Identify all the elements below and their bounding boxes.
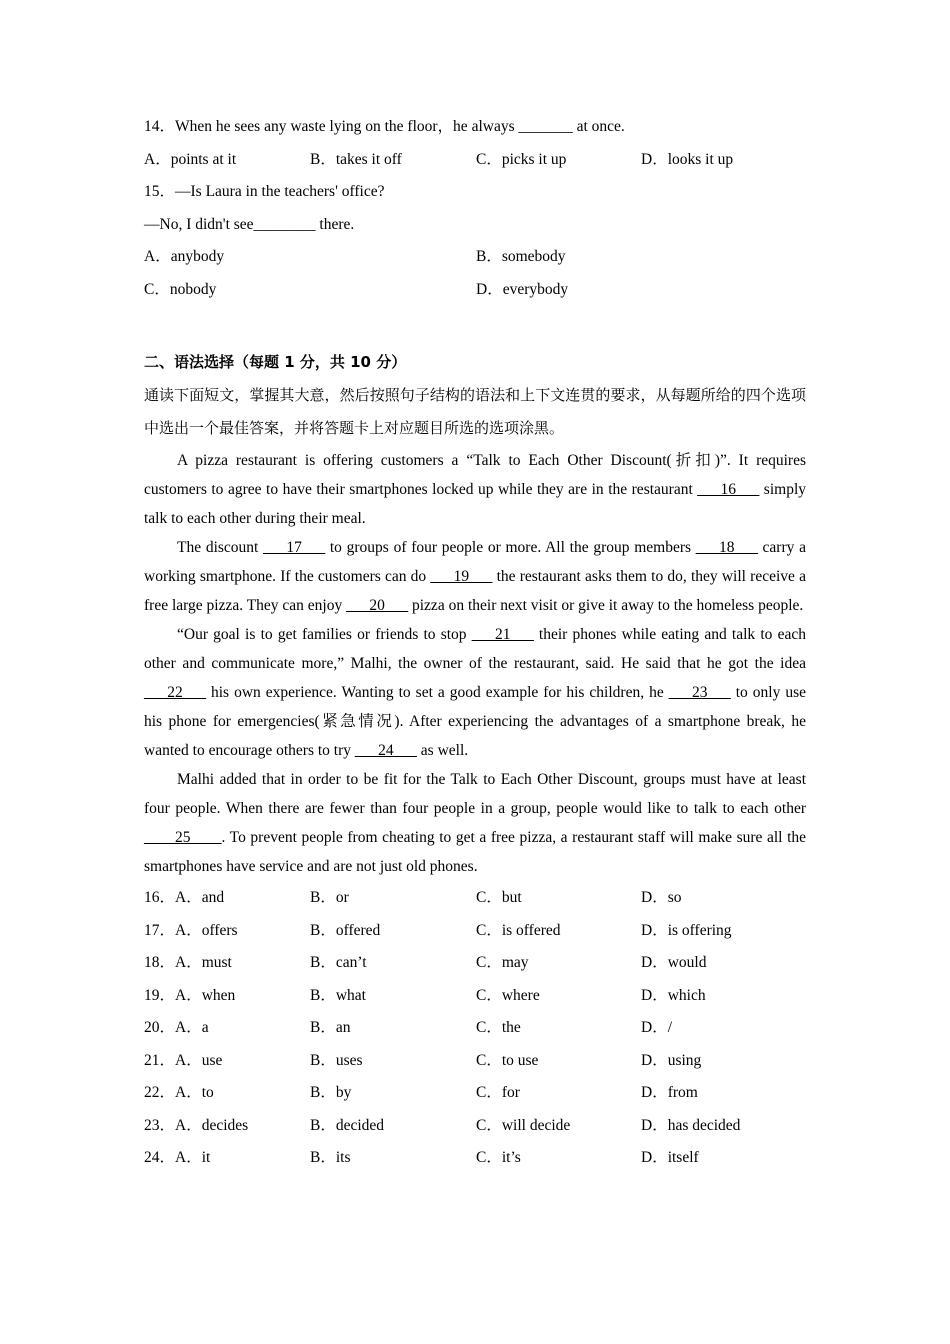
blank-19: ___19___ xyxy=(430,568,493,585)
option-a: 16．A．and xyxy=(144,889,225,906)
choice-row-17 xyxy=(144,916,806,949)
passage-paragraph-4: Malhi added that in order to be fit for the Talk to Each Other Discount, groups must have at least four people. When there are fewer than four people in a group, people would like to talk to each other ____25____. To prevent people from cheating to get a free pizza, a restaurant staff will make sure all the smartphones have service and are not just old phones. xyxy=(144,771,806,875)
option-c: C．for xyxy=(476,1084,520,1101)
option-b: B．can’t xyxy=(310,954,367,971)
question-15-options-row1 xyxy=(144,242,806,275)
exam-page xyxy=(144,112,806,1176)
question-15-reply: —No, I didn't see________ there. xyxy=(144,215,355,233)
choice-row-20 xyxy=(144,1013,806,1046)
option-d: D．from xyxy=(641,1084,698,1101)
option-a: 20．A．a xyxy=(144,1019,209,1036)
option-d: D．would xyxy=(641,954,707,971)
option-d: D．using xyxy=(641,1051,702,1069)
section-title: 二、语法选择（每题 1 分，共 10 分） xyxy=(144,353,407,371)
option-c: C．is offered xyxy=(476,921,561,939)
option-c: C．but xyxy=(476,889,522,906)
answer-choices xyxy=(144,883,806,1176)
blank-16: ___16___ xyxy=(697,481,760,498)
option-c: C．where xyxy=(476,986,540,1004)
option-c: C．nobody xyxy=(144,280,217,298)
choice-row-19 xyxy=(144,981,806,1014)
option-d: D．has decided xyxy=(641,1116,741,1134)
option-b: B．decided xyxy=(310,1116,385,1134)
option-c: C．may xyxy=(476,954,529,971)
option-d: D．/ xyxy=(641,1019,673,1036)
choice-row-22 xyxy=(144,1078,806,1111)
option-b: B．by xyxy=(310,1084,352,1101)
blank-24: ___24___ xyxy=(354,742,417,759)
reading-passage xyxy=(144,446,806,881)
option-d: D．so xyxy=(641,889,682,906)
passage-paragraph-2: The discount ___17___ to groups of four people or more. All the group members ___18___ carry a working smartphone. If the customers can do ___19___ the restaurant asks them to do, they will receive a free large pizza. They can enjoy ___20___ pizza on their next visit or give it away to the homeless people. xyxy=(144,533,806,620)
option-b: B．somebody xyxy=(476,248,566,265)
passage-paragraph-1: A pizza restaurant is offering customers a “Talk to Each Other Discount(折扣)”. It requires customers to agree to have their smartphones locked up while they are in the restaurant ___16___ simply talk to each other during their meal. xyxy=(144,452,807,527)
blank-23: ___23___ xyxy=(668,684,731,701)
option-a: 23．A．decides xyxy=(144,1116,249,1134)
choice-row-24 xyxy=(144,1143,806,1176)
section-instructions: 通读下面短文，掌握其大意，然后按照句子结构的语法和上下文连贯的要求，从每题所给的四个选项中选出一个最佳答案，并将答题卡上对应题目所选的选项涂黑。 xyxy=(144,386,806,437)
option-d: D．is offering xyxy=(641,921,732,939)
question-15-options-row2 xyxy=(144,275,806,308)
option-a: 24．A．it xyxy=(144,1149,211,1166)
choice-row-16 xyxy=(144,883,806,916)
option-c: C．will decide xyxy=(476,1116,571,1134)
option-d: D．itself xyxy=(641,1149,699,1166)
question-14-options xyxy=(144,145,806,178)
option-b: B．takes it off xyxy=(310,150,402,168)
choice-row-21 xyxy=(144,1046,806,1079)
option-d: D．everybody xyxy=(476,280,569,298)
blank-25: ____25____ xyxy=(144,829,222,846)
option-c: C．to use xyxy=(476,1051,539,1069)
choice-row-18 xyxy=(144,948,806,981)
option-b: B．its xyxy=(310,1149,351,1166)
option-b: B．what xyxy=(310,986,366,1004)
option-b: B．offered xyxy=(310,921,381,939)
blank-20: ___20___ xyxy=(346,597,409,614)
option-b: B．uses xyxy=(310,1051,363,1069)
option-a: A．points at it xyxy=(144,150,237,168)
choice-row-23 xyxy=(144,1111,806,1144)
option-b: B．an xyxy=(310,1019,351,1036)
blank-21: ___21___ xyxy=(471,626,534,643)
option-d: D．which xyxy=(641,986,706,1004)
option-b: B．or xyxy=(310,889,349,906)
option-a: 19．A．when xyxy=(144,986,236,1004)
question-15-stem: 15．—Is Laura in the teachers' office? xyxy=(144,183,385,200)
option-a: 17．A．offers xyxy=(144,921,238,939)
option-c: C．picks it up xyxy=(476,150,567,168)
blank-22: ___22___ xyxy=(144,684,206,701)
option-a: 22．A．to xyxy=(144,1084,214,1101)
option-a: 18．A．must xyxy=(144,954,232,971)
option-a: 21．A．use xyxy=(144,1051,223,1069)
question-14-stem: 14．When he sees any waste lying on the floor，he always _______ at once. xyxy=(144,118,625,135)
blank-18: ___18___ xyxy=(695,539,758,556)
option-c: C．it’s xyxy=(476,1149,521,1166)
passage-paragraph-3: “Our goal is to get families or friends to stop ___21___ their phones while eating and talk to each other and communicate more,” Malhi, the owner of the restaurant, said. He said that he got the idea ___22___ his own experience. Wanting to set a good example for his children, he ___23___ to only use his phone for emergencies(紧急情况). After experiencing the advantages of a smartphone break, he wanted to encourage others to try ___24___ as well. xyxy=(144,620,806,765)
option-c: C．the xyxy=(476,1019,521,1036)
option-d: D．looks it up xyxy=(641,150,734,168)
option-a: A．anybody xyxy=(144,248,225,265)
blank-17: ___17___ xyxy=(263,539,326,556)
